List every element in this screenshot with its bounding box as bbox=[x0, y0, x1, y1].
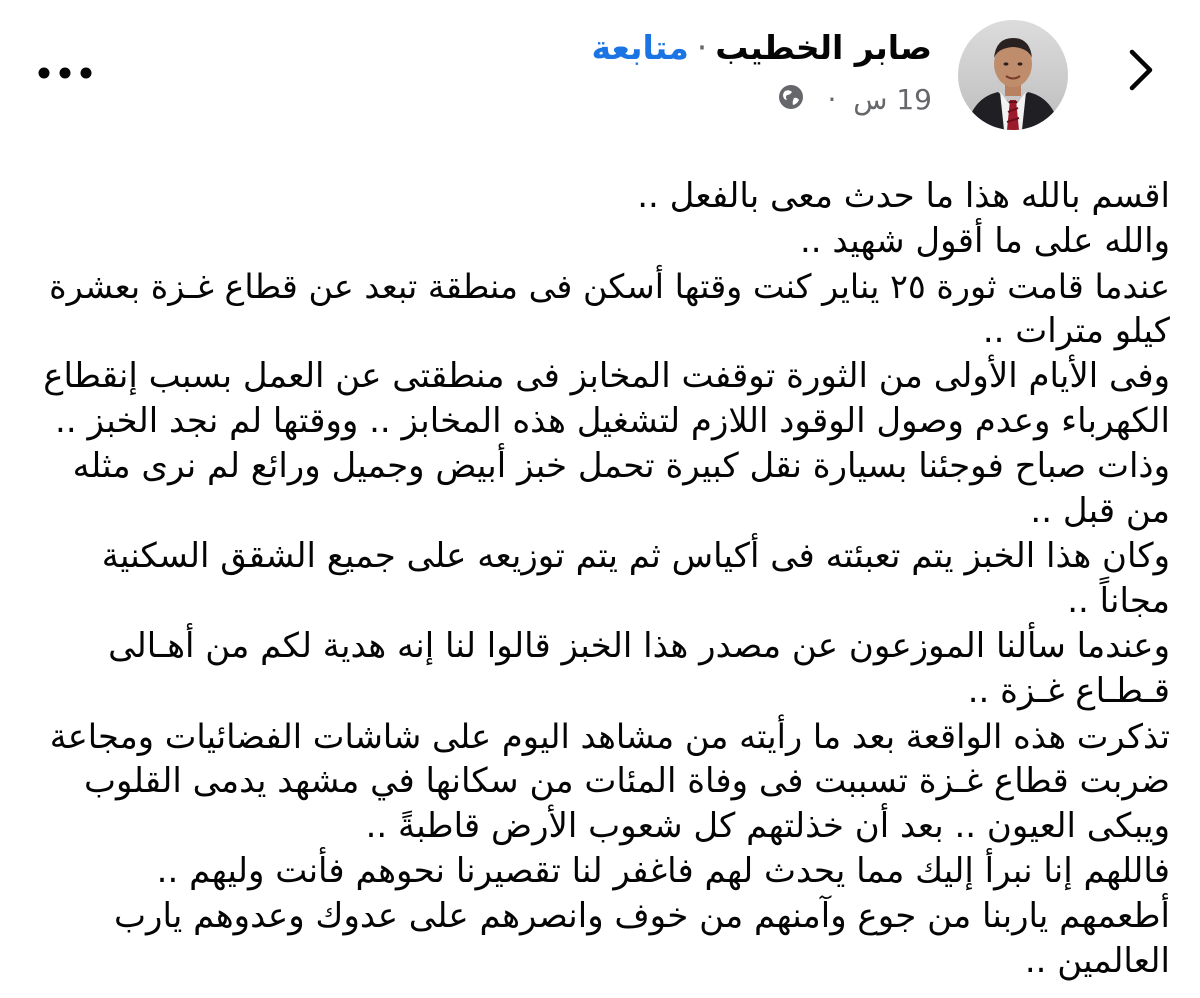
back-button[interactable] bbox=[1122, 40, 1162, 100]
post-line: وكان هذا الخبز يتم تعبئته فى أكياس ثم يتم توزيعه على جميع الشقق السكنية bbox=[101, 536, 1170, 576]
post-timestamp[interactable]: 19 س bbox=[853, 83, 932, 116]
follow-button[interactable]: متابعة bbox=[591, 28, 689, 67]
author-line bbox=[591, 24, 932, 72]
post-line: ضربت قطاع غـزة تسببت فى وفاة المئات من سكانها في مشهد يدمى القلوب bbox=[83, 761, 1170, 801]
post-line: وذات صباح فوجئنا بسيارة نقل كبيرة تحمل خبز أبيض وجميل ورائع لم نرى مثله bbox=[72, 446, 1170, 486]
post-line: وعندما سألنا الموزعون عن مصدر هذا الخبز قالوا لنا إنه هدية لكم من أهـالى bbox=[108, 626, 1170, 666]
more-options-button[interactable] bbox=[30, 55, 100, 91]
post-header bbox=[0, 0, 1200, 150]
post-line: العالمين .. bbox=[1024, 941, 1170, 981]
post-line: كيلو مترات .. bbox=[982, 311, 1170, 351]
name-separator: · bbox=[696, 28, 708, 67]
post-line: فاللهم إنا نبرأ إليك مما يحدث لهم فاغفر لنا تقصيرنا نحوهم فأنت وليهم .. bbox=[156, 851, 1170, 891]
meta-separator: · bbox=[827, 83, 837, 116]
avatar-photo bbox=[958, 20, 1068, 130]
post-text bbox=[38, 174, 1170, 984]
post-line: أطعمهم ياربنا من جوع وآمنهم من خوف وانصرهم على عدوك وعدوهم يارب bbox=[114, 896, 1170, 936]
post-line: وفى الأيام الأولى من الثورة توقفت المخابز فى منطقتى عن العمل بسبب إنقطاع bbox=[43, 356, 1170, 396]
post-line: من قبل .. bbox=[1030, 491, 1170, 531]
globe-icon bbox=[777, 83, 805, 120]
post-line: قـطـاع غـزة .. bbox=[967, 671, 1170, 711]
author-name[interactable]: صابر الخطيب bbox=[715, 28, 932, 67]
chevron-right-icon bbox=[1122, 40, 1162, 100]
post-line: والله على ما أقول شهيد .. bbox=[799, 221, 1170, 261]
post-line: مجاناً .. bbox=[1067, 581, 1170, 621]
more-horizontal-icon bbox=[30, 55, 100, 91]
post-meta bbox=[777, 82, 932, 120]
post-line: الكهرباء وعدم وصول الوقود اللازم لتشغيل هذه المخابز .. ووقتها لم نجد الخبز .. bbox=[55, 401, 1170, 441]
post-line: تذكرت هذه الواقعة بعد ما رأيته من مشاهد اليوم على شاشات الفضائيات ومجاعة bbox=[49, 717, 1170, 756]
post-line: عندما قامت ثورة ٢٥ يناير كنت وقتها أسكن فى منطقة تبعد عن قطاع غـزة بعشرة bbox=[49, 267, 1170, 306]
post-line: ويبكى العيون .. بعد أن خذلتهم كل شعوب الأرض قاطبةً .. bbox=[365, 806, 1170, 846]
author-avatar[interactable] bbox=[958, 20, 1068, 130]
post-line: اقسم بالله هذا ما حدث معى بالفعل .. bbox=[637, 176, 1170, 216]
